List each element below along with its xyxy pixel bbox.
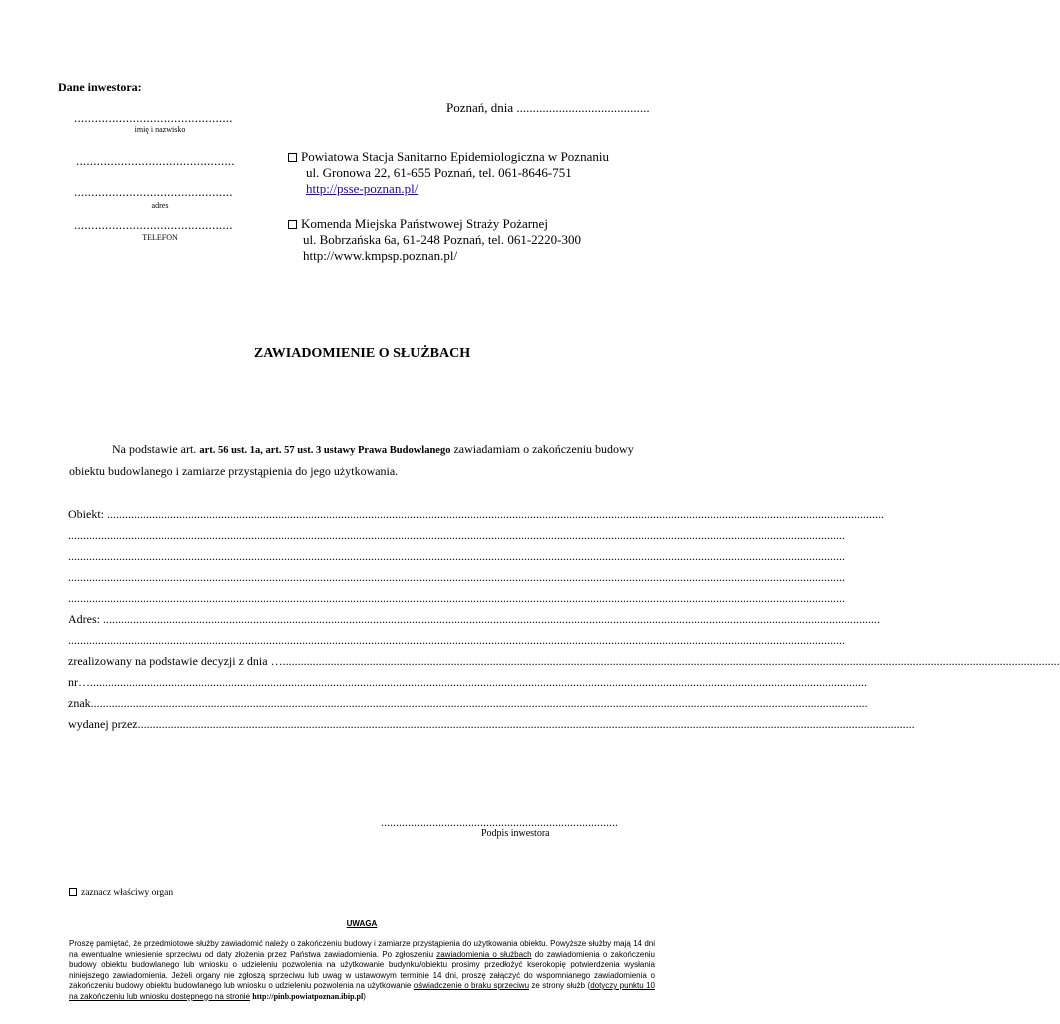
recipient-link[interactable]: http://psse-poznan.pl/ [306,181,419,196]
field-dots: ................................................................................................................................................................................................................................................................... [68,633,845,647]
field-dots: ................................................................................................................................................................................................................................................................... [103,612,880,626]
field-label: wydanej przez [68,717,138,731]
checkbox-note [69,888,173,898]
field-dots: ................................................................................................................................................................................................................................................................... [68,549,845,563]
recipient-name: Komenda Miejska Państwowej Straży Pożarnej [301,216,548,231]
field-label: nr… [68,675,90,689]
name-caption: imię i nazwisko [134,125,186,134]
body-line-2: obiektu budowlanego i zamiarze przystąpienia do jego użytkowania. [69,464,399,478]
document-title: ZAWIADOMIENIE O SŁUŻBACH [253,346,471,361]
uwaga-part: do zawiadomienia o zakończeniu budowy obiektu budowlanego lub wniosku o udzieleniu pozwolenia na użytkowanie budynku/obiektu prosimy przedłożyć kserokopię potwierdzenia wysłania niniejszego zawiadomienia. Jeżeli organy nie zgłoszą sprzeciwu lub uwag w ustawowym terminie 14 dni, proszę załączyć do wspomnianego zawiadomienia o zakończeniu budowy obiektu budowlanego lub wniosku o udzieleniu pozwolenia na użytkowanie [69,949,655,990]
checkbox-note-text: zaznacz właściwy organ [81,888,174,898]
field-obiekt-line-2[interactable] [68,528,845,543]
investor-heading: Dane inwestora: [58,80,142,94]
uwaga-part: ze strony służb ( [531,981,591,990]
recipient-sanepid [288,149,609,197]
field-obiekt-line-5[interactable] [68,591,845,606]
field-label: Obiekt: [68,507,104,521]
recipient-fire-brigade [288,216,581,264]
field-dots: ................................................................................................................................................................................................................................................................... [90,675,867,689]
address-caption: adres [151,201,169,210]
field-obiekt[interactable] [68,507,884,522]
phone-caption: TELEFON [142,233,178,242]
legal-basis: art. 56 ust. 1a, art. 57 ust. 3 ustawy Prawa Budowlanego [199,445,451,456]
recipient-url: http://www.kmpsp.poznan.pl/ [303,248,458,263]
uwaga-part: Proszę pamiętać, że przedmiotowe służby zawiadomić należy o zakończeniu budowy i zamiarze przystąpienia do użytkowania obiektu. Powyższe służby mają 14 dni na ewentualne wniesienie sprzeciwu od daty złożenia przez Państwa zawiadomienia. Po zgłoszeniu [69,939,655,959]
field-dots: ................................................................................................................................................................................................................................................................... [68,591,845,605]
uwaga-heading: UWAGA [346,919,378,928]
field-nr[interactable] [68,675,867,690]
field-dots: ................................................................................................................................................................................................................................................................... [68,528,845,542]
field-obiekt-line-3[interactable] [68,549,845,564]
uwaga-underlined: dotyczy punktu 10 na zakończeniu lub wniosku dostępnego na stronie [69,981,656,1001]
field-label: znak [68,696,91,710]
field-dots: ................................................................................................................................................................................................................................................................... [107,507,884,521]
uwaga-part: ) [363,991,366,1001]
field-dots: ................................................................................................................................................................................................................................................................... [90,696,868,710]
recipient-address: ul. Gronowa 22, 61-655 Poznań, tel. 061-8646-751 [306,165,572,180]
uwaga-underlined: zawiadomienia o służbach [436,949,532,959]
field-dots: ................................................................................................................................................................................................................................................................... [137,717,915,731]
field-obiekt-line-4[interactable] [68,570,845,585]
body-rest: zawiadamiam o zakończeniu budowy [453,442,634,456]
field-decyzja[interactable] [68,654,1060,669]
uwaga-link[interactable]: http://pinb.powiatpoznan.ibip.pl [252,991,364,1001]
recipient-name: Powiatowa Stacja Sanitarno Epidemiologiczna w Poznaniu [301,149,609,164]
checkbox-icon[interactable] [288,220,297,229]
address-dots-1: .............................................. [76,153,235,168]
field-adres-line-2[interactable] [68,633,845,648]
uwaga-text [69,939,655,1002]
signature-caption: Podpis inwestora [481,828,550,839]
field-dots: ................................................................................................................................................................................................................................................................... [282,654,1060,668]
checkbox-icon[interactable] [288,153,297,162]
body-line-1 [112,442,634,457]
field-label: zrealizowany na podstawie decyzji z dnia … [68,654,283,668]
recipient-address: ul. Bobrzańska 6a, 61-248 Poznań, tel. 061-2220-300 [303,232,582,247]
body-intro: Na podstawie art. [112,442,197,456]
field-label: Adres: [68,612,100,626]
field-znak[interactable] [68,696,868,711]
phone-dots: .............................................. [74,217,233,232]
name-dots: .............................................. [74,110,233,125]
place-date: Poznań, dnia ......................................... [446,100,650,115]
uwaga-underlined: oświadczenie o braku sprzeciwu [413,981,530,990]
signature-dots[interactable]: ............................................................................... [381,815,618,829]
field-wydanej[interactable] [68,717,915,732]
field-dots: ................................................................................................................................................................................................................................................................... [68,570,845,584]
checkbox-icon [69,888,77,896]
field-adres[interactable] [68,612,880,627]
address-dots-2: .............................................. [74,184,233,199]
